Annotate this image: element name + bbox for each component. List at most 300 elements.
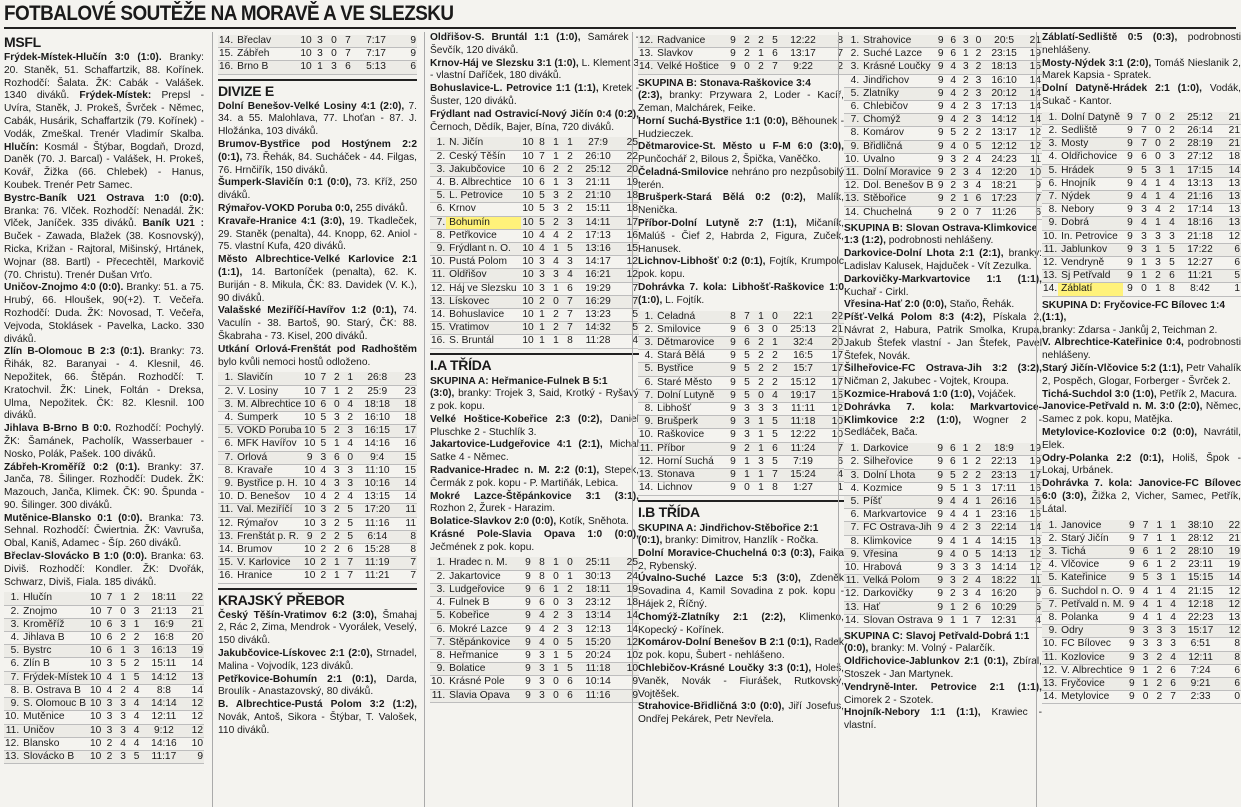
match-report: Utkání Orlová-Frenštát pod Radhoštěm bylo kvůli nemoci hostů odloženo.: [218, 343, 417, 368]
cell-draws: 1: [553, 583, 559, 595]
table-row: [1042, 598, 1241, 611]
cell-played: 9: [937, 61, 944, 73]
cell-points: 6: [410, 61, 416, 73]
cell-score: 8:8: [156, 684, 171, 696]
match-report: Rýmařov-VOKD Poruba 0:0, 255 diváků.: [218, 202, 408, 214]
table-row: [430, 203, 639, 216]
cell-points: 10: [831, 429, 843, 441]
cell-score: 2:33: [1190, 691, 1211, 703]
cell-team-name: Pustá Polom: [449, 256, 507, 268]
table-row: [4, 737, 204, 750]
cell-draws: 1: [1156, 612, 1163, 623]
cell-losses: 2: [1170, 545, 1176, 557]
cell-wins: 6: [320, 398, 327, 410]
cell-draws: 5: [120, 658, 126, 670]
cell-wins: 3: [317, 48, 323, 60]
cell-team-name: Janovice: [1061, 519, 1102, 531]
cell-team-name: Brušperk: [657, 416, 698, 428]
cell-score: 22:13: [991, 456, 1017, 468]
cell-played: 9: [937, 114, 944, 126]
cell-rank: 9.: [644, 416, 654, 428]
cell-played: 10: [300, 35, 312, 46]
cell-points: 8: [1234, 651, 1240, 663]
cell-played: 9: [1127, 124, 1133, 136]
cell-team-name: Dětmarovice: [657, 337, 715, 349]
cell-losses: 2: [975, 127, 982, 139]
cell-played: 10: [300, 61, 312, 73]
cell-losses: 7: [772, 469, 778, 481]
cell-played: 10: [304, 425, 316, 437]
table-row: [218, 477, 417, 490]
cell-team-name: Břidličná: [863, 140, 903, 152]
cell-score: 15:15: [1187, 572, 1214, 584]
cell-losses: 5: [347, 517, 354, 529]
match-report: Bystrc-Baník U21 Ostrava 1:0 (0:0). Branka: 76. Vlček. Rozhodčí: Nenadál. ŽK: Vlček, Janíček. 335 diváků. Baník U21 : Buček - Zawada, Blažek (38. Kosnovský), Ricka, Križan - Rajtoral, Mišinský, Hrtánek, Wojnar (88. Bartl) - Přecechtěl, Markovič (70. Christu). Trenér Dušan Vrťo.: [4, 192, 204, 281]
cell-draws: 0: [1155, 111, 1161, 123]
cell-rank: 4.: [644, 350, 654, 362]
cell-rank: 9.: [850, 548, 860, 560]
table-row: [218, 504, 417, 517]
table-row: [4, 658, 204, 671]
cell-rank: 2.: [436, 150, 446, 162]
cell-draws: 0: [1155, 124, 1161, 136]
cell-draws: 2: [333, 491, 340, 503]
cell-points: 19: [626, 583, 638, 595]
cell-points: 4: [632, 335, 638, 347]
cell-played: 9: [937, 509, 943, 521]
cell-wins: 3: [539, 256, 545, 268]
cell-draws: 2: [962, 575, 969, 587]
cell-rank: 14.: [1043, 283, 1058, 295]
table-row: [4, 750, 204, 763]
cell-team-name: Bystřice: [657, 363, 694, 375]
cell-played: 9: [730, 376, 736, 388]
cell-team-name: Čeladná: [657, 310, 696, 322]
cell-team-name: Kateřinice: [1061, 572, 1107, 584]
cell-rank: 14.: [219, 35, 234, 46]
cell-wins: 4: [950, 74, 957, 86]
cell-points: 20: [831, 337, 843, 349]
cell-draws: 3: [120, 618, 126, 630]
cell-points: 2: [837, 61, 843, 73]
cell-losses: 3: [347, 477, 354, 489]
cell-score: 6:51: [1190, 638, 1211, 650]
cell-score: 24:23: [991, 153, 1017, 165]
cell-team-name: Komárov: [863, 127, 904, 139]
section-heading: I.B TŘÍDA: [638, 503, 700, 520]
cell-wins: 2: [320, 543, 327, 555]
cell-rank: 13.: [639, 469, 654, 481]
cell-played: 10: [522, 309, 534, 321]
cell-played: 9: [525, 636, 531, 648]
cell-draws: 1: [553, 557, 559, 569]
cell-score: 16:10: [991, 74, 1017, 86]
cell-rank: 8.: [1048, 204, 1058, 216]
cell-wins: 2: [106, 750, 113, 762]
cell-wins: 1: [1142, 664, 1149, 676]
cell-losses: 2: [1169, 124, 1175, 136]
cell-losses: 2: [567, 150, 573, 162]
cell-wins: 3: [1141, 230, 1147, 242]
cell-score: 17:20: [364, 504, 390, 516]
cell-points: 15: [404, 451, 416, 463]
cell-draws: 3: [333, 464, 340, 476]
cell-score: 18:16: [1187, 217, 1213, 229]
cell-score: 5:13: [366, 61, 386, 73]
cell-draws: 0: [553, 295, 559, 307]
cell-score: 10:14: [585, 676, 611, 688]
cell-score: 17:14: [1187, 204, 1213, 216]
cell-losses: 7: [345, 35, 351, 46]
match-report: Čeladná-Smilovice nehráno pro nezpůsobilý terén.: [638, 166, 844, 191]
match-report: (0:0), branky: M. Volný - Palarčík.: [844, 643, 996, 655]
cell-wins: 8: [539, 137, 545, 149]
cell-score: 32:4: [793, 337, 813, 349]
cell-rank: 3.: [644, 337, 654, 349]
cell-played: 9: [1127, 177, 1133, 189]
match-report: Strahovice-Břidličná 3:0 (0:0), Jiří Josefus, Ondřej Pekárek, Petr Nevřela.: [638, 701, 844, 726]
cell-team-name: Nebory: [1061, 204, 1095, 216]
cell-points: 15: [626, 243, 638, 254]
cell-draws: 1: [963, 193, 969, 205]
cell-team-name: FC Ostrava-Jih: [863, 522, 932, 534]
table-row: [430, 557, 639, 570]
cell-score: 11:21: [364, 570, 390, 582]
cell-losses: 5: [133, 750, 140, 762]
cell-played: 9: [937, 140, 944, 152]
cell-played: 10: [90, 750, 102, 762]
cell-score: 26:10: [585, 150, 611, 162]
cell-losses: 8: [1169, 283, 1175, 295]
cell-points: 12: [626, 269, 638, 281]
cell-draws: 3: [120, 698, 126, 710]
cell-losses: 1: [1169, 164, 1175, 176]
table-row: [844, 548, 1042, 561]
cell-points: 12: [626, 256, 638, 268]
cell-rank: 8.: [436, 649, 446, 661]
cell-wins: 3: [950, 153, 957, 165]
cell-score: 26:8: [367, 372, 388, 384]
cell-team-name: Suchdol n. O.: [1061, 585, 1123, 597]
cell-score: 17:11: [991, 482, 1017, 494]
cell-draws: 0: [963, 206, 969, 218]
table-row: [1042, 651, 1241, 664]
cell-score: 16:29: [585, 295, 611, 307]
cell-losses: 7: [347, 570, 354, 582]
cell-draws: 1: [553, 335, 559, 347]
cell-wins: 7: [106, 605, 113, 617]
cell-draws: 4: [962, 509, 969, 521]
cell-played: 10: [522, 203, 534, 215]
cell-team-name: N. Jičín: [449, 137, 484, 149]
cell-played: 9: [730, 429, 736, 441]
table-row: [1042, 520, 1241, 533]
cell-score: 11:18: [585, 663, 611, 675]
table-row: [1042, 151, 1241, 164]
cell-points: 11: [1030, 575, 1041, 587]
cell-points: 20: [191, 632, 203, 644]
cell-team-name: Bystřice p. H.: [237, 477, 298, 489]
cell-losses: 4: [975, 575, 981, 587]
cell-points: 14: [191, 684, 203, 696]
cell-draws: 0: [553, 597, 559, 609]
match-report: Dolní Benešov-Velké Losiny 4:1 (2:0), 7. 34. a 55. Malohlava, 77. Lhoťan - 87. J. Hložánka, 103 diváků.: [218, 100, 417, 138]
cell-draws: 3: [120, 750, 126, 762]
cell-played: 9: [937, 469, 943, 481]
table-row: [1042, 112, 1241, 125]
cell-points: 7: [410, 557, 416, 569]
cell-rank: 12.: [845, 588, 860, 600]
cell-played: 9: [1127, 164, 1133, 176]
cell-points: 19: [1029, 443, 1041, 455]
cell-played: 9: [937, 48, 944, 60]
table-row: [1042, 138, 1241, 151]
cell-score: 12:22: [790, 429, 816, 441]
cell-losses: 1: [975, 495, 981, 507]
cell-team-name: Píšť: [863, 495, 882, 507]
cell-score: 1:27: [793, 482, 813, 494]
cell-played: 10: [304, 570, 316, 582]
cell-score: 15:11: [151, 658, 177, 670]
cell-played: 10: [304, 504, 316, 516]
cell-wins: 4: [1141, 191, 1147, 202]
cell-rank: 4.: [850, 74, 860, 86]
table-row: [218, 411, 417, 424]
cell-losses: 3: [975, 87, 982, 99]
cell-points: 5: [1234, 270, 1240, 282]
cell-team-name: Kozmice: [863, 482, 903, 494]
cell-points: 19: [1228, 559, 1240, 571]
cell-draws: 0: [553, 676, 559, 688]
cell-losses: 4: [1169, 191, 1175, 202]
cell-score: 23:15: [991, 48, 1017, 60]
cell-played: 9: [1127, 217, 1133, 229]
cell-draws: 2: [120, 684, 126, 696]
cell-wins: 4: [539, 636, 545, 648]
table-row: [638, 337, 844, 350]
cell-losses: 4: [347, 398, 354, 410]
cell-wins: 2: [950, 167, 957, 179]
cell-losses: 6: [1170, 664, 1176, 676]
cell-wins: 3: [106, 724, 113, 736]
cell-team-name: Šilheřovice: [863, 456, 914, 468]
table-row: [638, 403, 844, 416]
standings-table: [638, 311, 844, 496]
cell-losses: 3: [567, 623, 573, 635]
cell-rank: 1.: [644, 310, 654, 322]
cell-team-name: D. Benešov: [237, 491, 290, 503]
cell-draws: 3: [963, 167, 969, 179]
table-row: [638, 363, 844, 376]
cell-played: 9: [525, 689, 531, 701]
cell-losses: 6: [975, 193, 982, 205]
cell-rank: 11.: [1043, 651, 1058, 663]
table-row: [638, 429, 844, 442]
cell-score: 15:28: [364, 543, 390, 555]
cell-team-name: Oldřichovice: [1061, 151, 1118, 163]
cell-score: 12:20: [991, 167, 1017, 179]
cell-played: 10: [304, 477, 316, 489]
cell-score: 15:7: [793, 363, 813, 375]
cell-played: 9: [730, 416, 736, 428]
cell-points: 17: [831, 350, 843, 362]
cell-wins: 6: [539, 176, 545, 188]
cell-team-name: L. Petrovice: [449, 190, 503, 202]
table-row: [844, 35, 1042, 48]
table-row: [844, 522, 1042, 535]
cell-team-name: Suché Lazce: [863, 48, 923, 60]
cell-rank: 9.: [1048, 217, 1058, 229]
cell-wins: 4: [1142, 585, 1149, 597]
cell-points: 22: [626, 150, 638, 162]
cell-wins: 2: [320, 570, 327, 582]
news-column: [4, 32, 204, 807]
cell-rank: 11.: [639, 442, 654, 454]
table-row: [844, 48, 1042, 61]
cell-played: 10: [522, 243, 534, 254]
cell-draws: 0: [758, 389, 764, 401]
cell-team-name: Stěbořice: [863, 193, 907, 205]
cell-rank: 14.: [431, 309, 446, 321]
cell-wins: 6: [539, 583, 545, 595]
cell-draws: 1: [1156, 532, 1163, 544]
cell-team-name: Zlín B: [23, 658, 50, 670]
cell-score: 14:17: [585, 256, 611, 268]
cell-points: 6: [1234, 257, 1240, 269]
cell-draws: 2: [553, 309, 559, 321]
cell-losses: 2: [347, 385, 354, 397]
cell-draws: 1: [758, 416, 764, 428]
cell-draws: 0: [1155, 138, 1161, 150]
match-report: Dohrávka 7. kola: Markvartovice-Klimkovice 2:2 (1:0), Wogner 2 - Sedláček, Bača.: [844, 401, 1042, 439]
cell-wins: 5: [1142, 572, 1149, 584]
cell-played: 10: [90, 684, 102, 696]
cell-wins: 7: [320, 385, 327, 397]
section-heading: I.A TŘÍDA: [430, 356, 492, 373]
cell-draws: 1: [553, 150, 559, 162]
cell-played: 9: [730, 61, 736, 73]
cell-draws: 1: [1156, 545, 1163, 557]
cell-wins: 4: [950, 87, 957, 99]
match-report: Oldřišov-S. Bruntál 1:1 (1:0), Šamárek - Ševčík, 120 diváků.: [430, 32, 639, 56]
cell-wins: 1: [539, 322, 545, 334]
cell-wins: 3: [320, 504, 327, 516]
cell-draws: 1: [758, 429, 764, 441]
cell-points: 5: [632, 322, 638, 334]
cell-draws: 3: [1156, 572, 1163, 584]
cell-rank: 9.: [224, 477, 234, 489]
cell-rank: 3.: [1048, 138, 1058, 150]
cell-rank: 3.: [10, 618, 20, 630]
cell-played: 9: [1127, 204, 1133, 216]
cell-points: 13: [1228, 191, 1240, 202]
cell-losses: 6: [347, 543, 354, 555]
cell-wins: 1: [539, 309, 545, 321]
cell-draws: 2: [962, 601, 969, 613]
cell-score: 15:12: [790, 376, 816, 388]
cell-score: 7:17: [366, 35, 386, 46]
match-report: Dolní Moravice-Chuchelná 0:3 (0:3), Faika 2, Rybenský.: [638, 547, 844, 572]
cell-wins: 1: [744, 469, 750, 481]
cell-team-name: Tichá: [1061, 545, 1086, 557]
cell-losses: 2: [975, 456, 981, 468]
cell-score: 13:13: [1187, 177, 1213, 189]
cell-wins: 3: [744, 429, 750, 441]
cell-draws: 0: [120, 605, 126, 617]
cell-team-name: Petřkovice: [449, 229, 497, 241]
cell-rank: 9.: [436, 663, 446, 675]
cell-played: 9: [525, 623, 531, 635]
cell-played: 10: [90, 632, 102, 644]
match-report: Dohrávka 7. kola: Libhošť-Raškovice 1:0 (1:0), L. Fojtík.: [638, 282, 844, 306]
cell-draws: 2: [963, 74, 969, 86]
cell-wins: 0: [1141, 283, 1147, 295]
table-row: [1042, 625, 1241, 638]
cell-draws: 1: [1155, 283, 1161, 295]
match-report: Valašské Meziříčí-Havířov 1:2 (0:1), 74. Vaculín - 38. Bartoš, 90. Starý, ČK: 88. Škabraha - 73. Kisel, 200 diváků.: [218, 305, 417, 342]
cell-team-name: Chomýž: [863, 114, 901, 126]
cell-draws: 4: [962, 495, 969, 507]
cell-team-name: Strahovice: [863, 35, 912, 46]
cell-team-name: Jihlava B: [23, 632, 65, 644]
cell-draws: 1: [962, 456, 969, 468]
cell-wins: 2: [950, 206, 957, 218]
standings-table: [430, 137, 639, 348]
cell-draws: 3: [963, 35, 969, 46]
cell-points: 19: [1228, 545, 1240, 557]
cell-played: 10: [522, 229, 534, 241]
cell-draws: 3: [758, 323, 764, 335]
cell-points: 7: [837, 48, 843, 60]
cell-losses: 7: [567, 322, 573, 334]
table-row: [218, 464, 417, 477]
cell-rank: 6.: [1048, 177, 1058, 189]
cell-points: 18: [626, 597, 638, 609]
cell-points: 22: [1228, 519, 1240, 531]
cell-rank: 10.: [639, 429, 654, 441]
cell-played: 9: [937, 522, 943, 534]
table-row: [844, 61, 1042, 74]
cell-wins: 3: [320, 517, 327, 529]
cell-played: 10: [522, 282, 534, 294]
table-row: [844, 127, 1042, 140]
cell-rank: 1.: [1048, 519, 1058, 531]
cell-wins: 6: [1141, 151, 1147, 163]
table-row: [218, 48, 417, 61]
match-report: Darkovičky-Markvartovice 1:1 (1:1), Kuchař - Cirkl.: [844, 273, 1042, 298]
cell-wins: 3: [1142, 638, 1149, 650]
cell-losses: 2: [1169, 111, 1175, 123]
cell-losses: 5: [133, 671, 140, 683]
table-row: [1042, 164, 1241, 177]
cell-score: 15:11: [585, 203, 611, 215]
cell-losses: 3: [567, 176, 573, 188]
table-row: [4, 605, 204, 618]
cell-points: 19: [191, 645, 203, 657]
cell-losses: 5: [975, 140, 982, 152]
cell-draws: 2: [963, 127, 969, 139]
cell-points: 0: [1234, 691, 1240, 703]
cell-losses: 5: [567, 636, 573, 648]
match-report: Píšť-Velká Polom 8:3 (4:2), Pískala 2, Návrat 2, Habura, Patrik Smolka, Krupa, Jakub Štefek vlastní - Jan Štefek, Pavel Štefek, Novák.: [844, 312, 1042, 362]
cell-played: 9: [937, 601, 943, 613]
cell-team-name: Markvartovice: [863, 509, 927, 521]
cell-team-name: Staré Město: [657, 376, 713, 388]
cell-draws: 2: [333, 504, 340, 516]
cell-losses: 2: [133, 592, 140, 604]
cell-losses: 3: [975, 482, 981, 494]
cell-team-name: Frýdek-Místek: [23, 671, 88, 683]
